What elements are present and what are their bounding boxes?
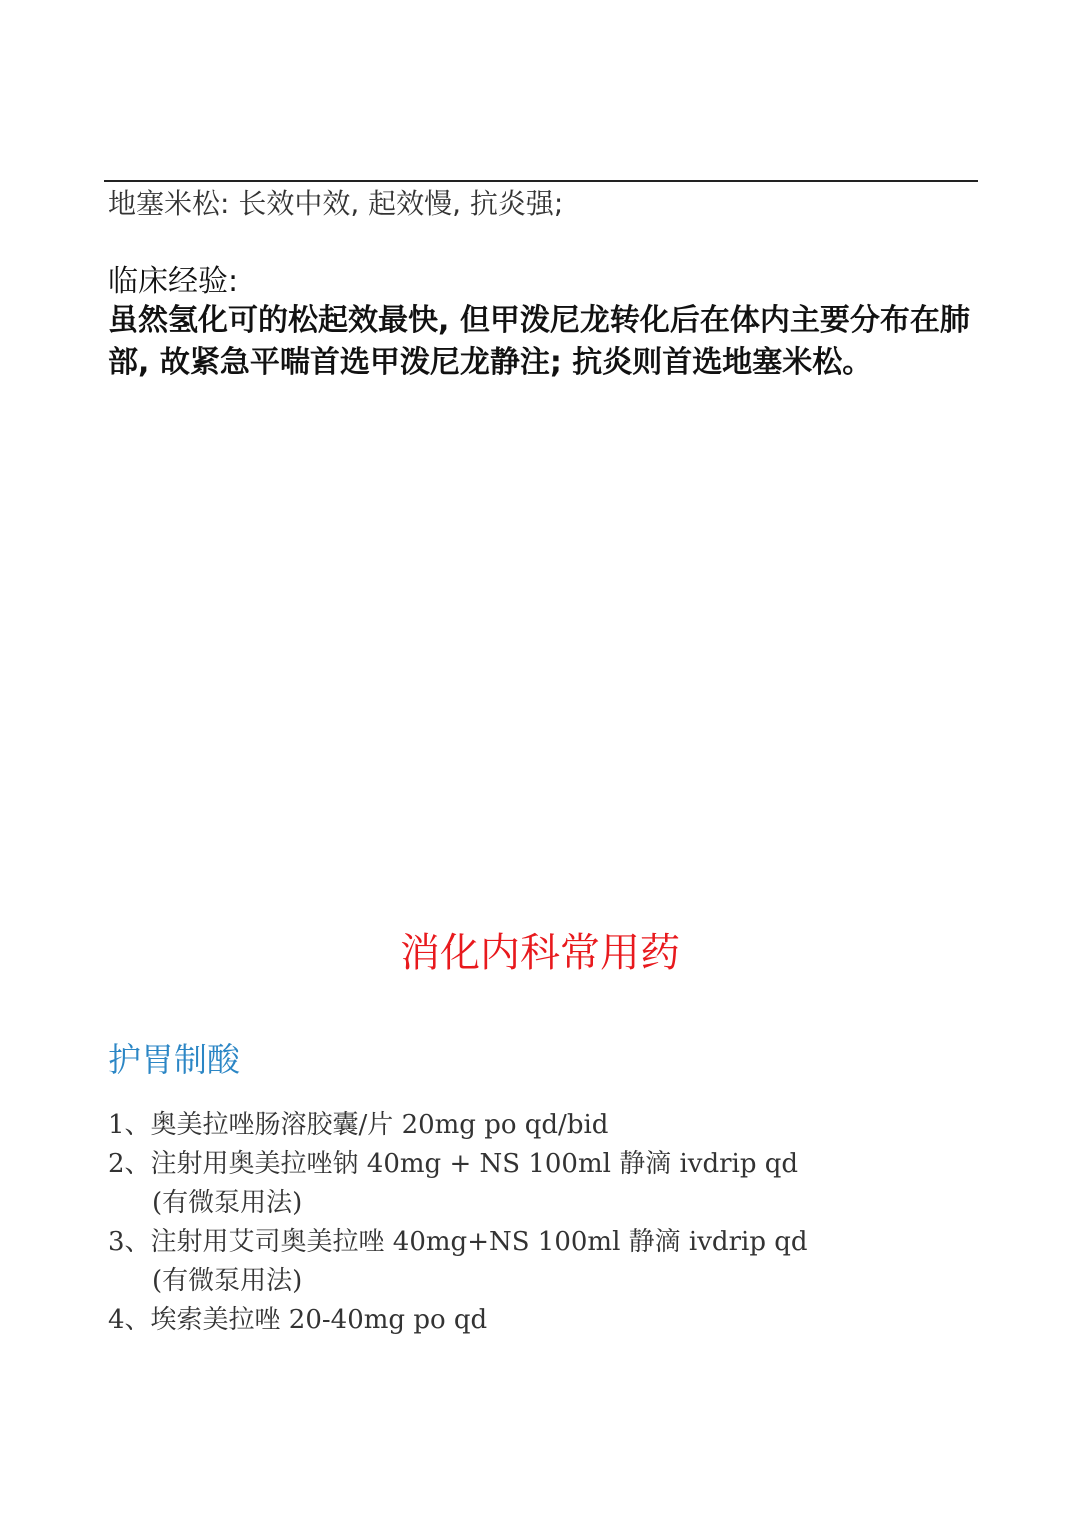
list-item: 3、注射用艾司奥美拉唑 40mg+NS 100ml 静滴 ivdrip qd: [108, 1227, 808, 1257]
section-title: 消化内科常用药: [400, 930, 680, 976]
clinical-experience-heading: 临床经验:: [108, 264, 239, 299]
list-item-note: (有微泵用法): [152, 1266, 303, 1296]
dexamethasone-note: 地塞米松: 长效中效, 起效慢, 抗炎强;: [108, 187, 564, 220]
list-item-note: (有微泵用法): [152, 1188, 303, 1218]
clinical-experience-line: 部, 故紧急平喘首选甲泼尼龙静注; 抗炎则首选地塞米松。: [108, 345, 873, 380]
clinical-experience-line: 虽然氢化可的松起效最快, 但甲泼尼龙转化后在体内主要分布在肺: [108, 303, 970, 338]
subsection-title: 护胃制酸: [108, 1040, 240, 1079]
clinical-experience-body: [108, 300, 988, 384]
list-item: 2、注射用奥美拉唑钠 40mg + NS 100ml 静滴 ivdrip qd: [108, 1149, 799, 1179]
list-item: 4、埃索美拉唑 20-40mg po qd: [108, 1305, 488, 1335]
horizontal-divider: [104, 180, 978, 182]
drug-list: [108, 1106, 808, 1340]
list-item: 1、奥美拉唑肠溶胶囊/片 20mg po qd/bid: [108, 1110, 609, 1140]
